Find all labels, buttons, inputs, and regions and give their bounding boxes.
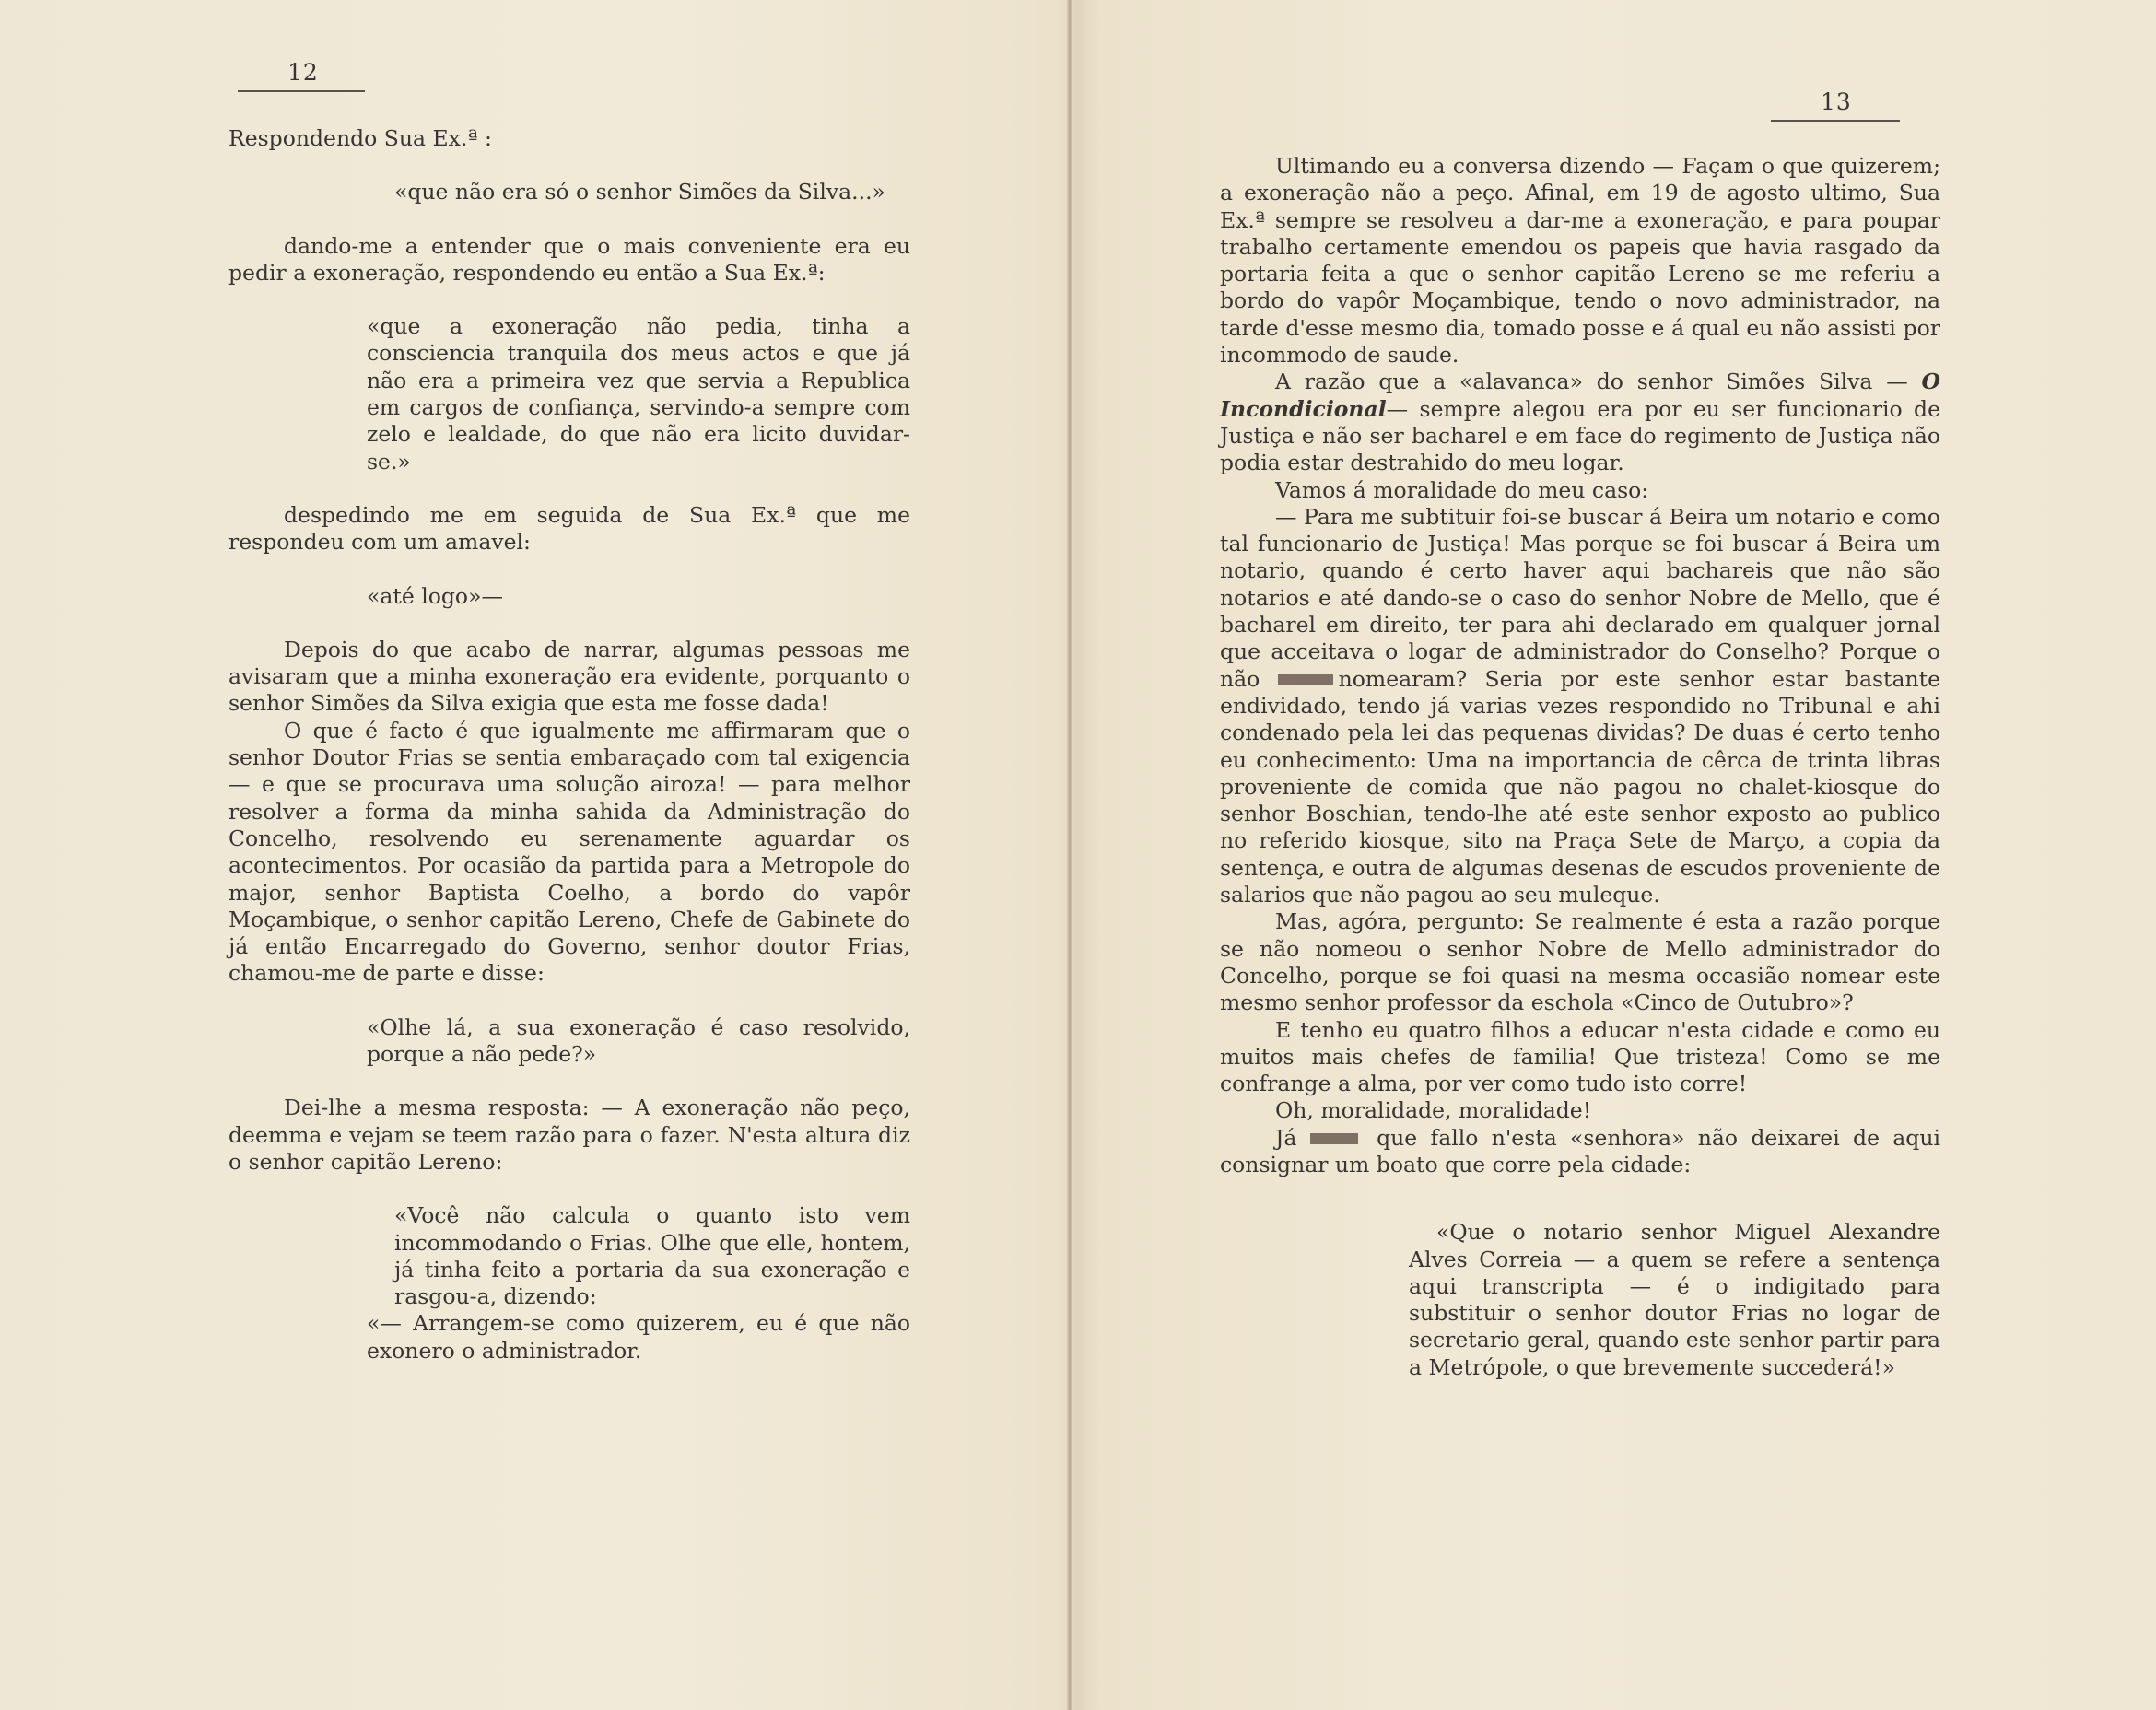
right-text-column [1220, 153, 1940, 1381]
ink-blot [1278, 674, 1333, 685]
page-number-rule [238, 90, 365, 92]
paragraph: O que é facto é que igualmente me affirmaram que o senhor Doutor Frias se sentia embaraçado com tal exigencia — e que se procurava uma solução airoza! — para melhor resolver a forma da minha sahida da Administração do Concelho, resolvendo eu serenamente aguardar os acontecimentos. Por ocasião da partida para a Metropole do major, senhor Baptista Coelho, a bordo do vapôr Moçambique, o senhor capitão Lereno, Chefe de Gabinete do já então Encarregado do Governo, senhor doutor Frias, chamou-me de parte e disse: [228, 717, 910, 987]
paragraph: Vamos á moralidade do meu caso: [1275, 476, 1649, 503]
quote: «que não era só o senhor Simões da Silva...» [394, 179, 885, 205]
paragraph: dando-me a entender que o mais conveniente era eu pedir a exoneração, respondendo eu então a Sua Ex.ª: [228, 232, 910, 286]
newspaper-name: O Incondicional [1220, 369, 1940, 422]
page-number-rule [1771, 120, 1900, 122]
paragraph: Dei-lhe a mesma resposta: — A exoneração não peço, deemma e vejam se teem razão para o fazer. N'esta altura diz o senhor capitão Lereno: [228, 1095, 910, 1175]
right-page [1072, 0, 2156, 1710]
paragraph: despedindo me em seguida de Sua Ex.ª que me respondeu com um amavel: [228, 501, 910, 556]
paragraph: Mas, agóra, pergunto: Se realmente é esta a razão porque se não nomeou o senhor Nobre de Mello administrador do Concelho, porque se foi quasi na mesma occasião nomear este mesmo senhor professor da eschola «Cinco de Outubro»? [1220, 908, 1940, 1016]
text-run: Já [1275, 1124, 1297, 1151]
paragraph: Ultimando eu a conversa dizendo — Façam o que quizerem; a exoneração não a peço. Afinal, em 19 de agosto ultimo, Sua Ex.ª sempre se resolveu a dar-me a exoneração, e para poupar trabalho certamente emendou os papeis que havia rasgado da portaria feita a que o senhor capitão Lereno se me referiu a bordo do vapôr Moçambique, tendo o novo administrador, na tarde d'esse mesmo dia, tomado posse e á qual eu não assisti por incommodo de saude. [1220, 153, 1940, 369]
left-page [0, 0, 1067, 1710]
quote: «até logo»— [367, 582, 503, 609]
text-run: nomearam? Seria por este senhor estar bastante endividado, tendo já varias vezes respondido no Tribunal e ahi condenado pela lei das pequenas dividas? De duas é certo tenho eu conhecimento: Uma na importancia de cêrca de trinta libras proveniente de comida que não pagou no chalet-kiosque do senhor Boschian, tendo-lhe até este senhor exposto ao publico no referido kiosque, sito na Praça Sete de Março, a copia da sentença, e outra de algumas desenas de escudos proveniente de salarios que não pagou ao seu muleque. [1220, 665, 1940, 908]
text-run: A razão que a «alavanca» do senhor Simões Silva — [1275, 369, 1908, 395]
page-number: 12 [287, 59, 319, 86]
paragraph [1220, 1125, 1940, 1179]
quote: «Olhe lá, a sua exoneração é caso resolvido, porque a não pede?» [367, 1013, 910, 1068]
page-number: 13 [1821, 88, 1852, 115]
quote: «que a exoneração não pedia, tinha a consciencia tranquila dos meus actos e que já não era a primeira vez que servia a Republica em cargos de confiança, servindo-a sempre com zelo e lealdade, do que não era licito duvidar-se.» [367, 313, 910, 474]
quote: «Você não calcula o quanto isto vem incommodando o Frias. Olhe que elle, hontem, já tinha feito a portaria da sua exoneração e rasgou-a, dizendo: [394, 1202, 910, 1310]
quote: «Que o notario senhor Miguel Alexandre Alves Correia — a quem se refere a sentença aqui transcripta — é o indigitado para substituir o senhor doutor Frias no logar de secretario geral, quando este senhor partir para a Metrópole, o que brevemente succederá!» [1409, 1219, 1940, 1380]
paragraph: E tenho eu quatro filhos a educar n'esta cidade e como eu muitos mais chefes de familia! Que tristeza! Como se me confrange a alma, por ver como tudo isto corre! [1220, 1016, 1940, 1097]
ink-blot [1310, 1133, 1358, 1144]
paragraph: Oh, moralidade, moralidade! [1275, 1097, 1592, 1124]
quote: «— Arrangem-se como quizerem, eu é que não exonero o administrador. [367, 1310, 910, 1364]
paragraph: Respondendo Sua Ex.ª : [228, 125, 492, 151]
paragraph [1220, 369, 1940, 476]
left-text-column [228, 125, 910, 1364]
text-run: que fallo n'esta «senhora» não deixarei de aqui consignar um boato que corre pela cidade: [1220, 1124, 1940, 1177]
text-run: — Para me subtituir foi-se buscar á Beira um notario e como tal funcionario de Justiça! Mas porque se foi buscar á Beira um notario, quando é certo haver aqui bachareis que não são notarios e até dando-se o caso do senhor Nobre de Mello, que é bacharel em direito, ter para ahi declarado em qualquer jornal que acceitava o logar de administrador do Conselho? Porque o não [1220, 503, 1940, 692]
paragraph: Depois do que acabo de narrar, algumas pessoas me avisaram que a minha exoneração era evidente, porquanto o senhor Simões da Silva exigia que esta me fosse dada! [228, 636, 910, 717]
paragraph [1220, 504, 1940, 908]
text-run: — sempre alegou era por eu ser funcionario de Justiça e não ser bacharel e em face do regimento de Justiça não podia estar destrahido do meu logar. [1220, 395, 1940, 476]
